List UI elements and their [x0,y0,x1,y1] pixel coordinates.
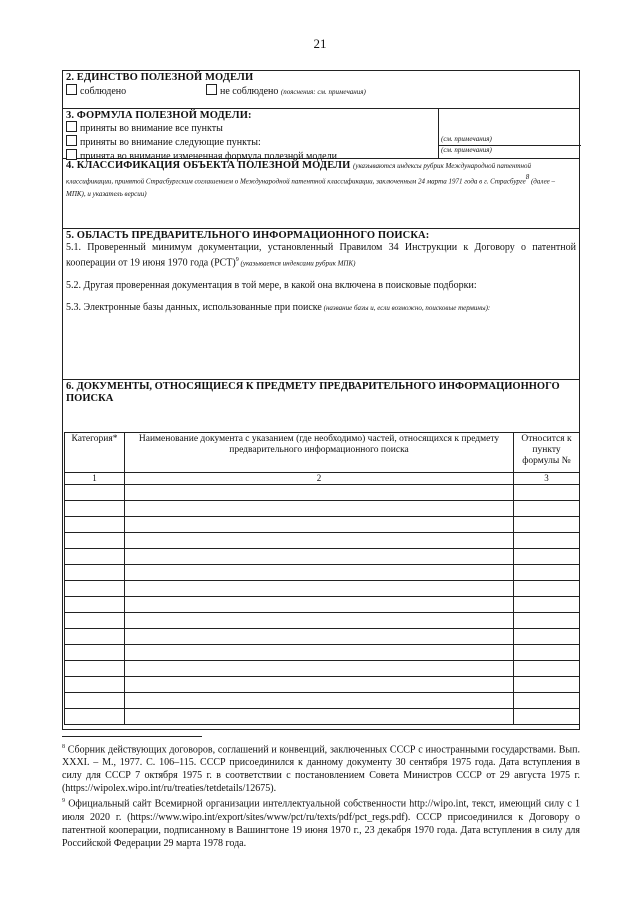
column-number-3: 3 [514,473,580,485]
section-formula-heading: 3. ФОРМУЛА ПОЛЕЗНОЙ МОДЕЛИ: [66,110,252,121]
checkbox-formula-following[interactable] [66,135,77,146]
table-row[interactable] [65,549,580,565]
formula-note-1: (см. примечания) [441,135,492,143]
footnote-9 [62,795,580,849]
table-row[interactable] [65,677,580,693]
checkbox-not-observed[interactable] [206,84,217,95]
table-row[interactable] [65,661,580,677]
classification-note: (указываются индексы рубрик Международной патентной классификации, принятой Страсбургским соглашением о Международной патентной классификации, заключенным 24 марта 1971 года в г. Страсбурге [66,162,532,186]
search-item-5-1-text: 5.1. Проверенный минимум документации, установленный Правилом 34 Инструкции к Договору о патентной кооперации от 19 июня 1970 года (PCT) [66,242,576,269]
option-not-observed-label: не соблюдено [220,86,279,97]
table-row[interactable] [65,581,580,597]
section-unity-heading: 2. ЕДИНСТВО ПОЛЕЗНОЙ МОДЕЛИ [66,72,254,83]
footnote-ref-9: 9 [235,257,239,263]
search-item-5-1 [66,241,576,270]
table-row[interactable] [65,597,580,613]
option-not-observed[interactable] [206,84,366,97]
column-category: Категория* [65,433,125,473]
page-number: 21 [313,36,327,51]
report-form [62,70,580,730]
table-row[interactable] [65,517,580,533]
footnote-separator [62,736,202,737]
footnote-8-marker: 8 [62,744,65,750]
table-row[interactable] [65,485,580,501]
section-documents [63,380,579,729]
table-row[interactable] [65,629,580,645]
table-row[interactable] [65,693,580,709]
section-search-area-heading: 5. ОБЛАСТЬ ПРЕДВАРИТЕЛЬНОГО ИНФОРМАЦИОННОГО ПОИСКА: [66,230,430,241]
footnote-9-marker: 9 [62,798,65,805]
classification-note-tail: (далее – МПК), и указатель версии) [66,177,556,198]
table-row[interactable] [65,501,580,517]
search-item-5-3 [66,301,576,315]
table-row[interactable] [65,709,580,725]
footnotes [62,741,580,850]
section-classification-heading: 4. КЛАССИФИКАЦИЯ ОБЪЕКТА ПОЛЕЗНОЙ МОДЕЛИ [66,160,351,171]
section-search-area [63,229,579,380]
column-number-2: 2 [125,473,514,485]
formula-option-following-label: приняты во внимание следующие пункты: [80,137,261,148]
option-observed-label: соблюдено [80,86,127,97]
footnote-8 [62,741,580,795]
option-observed[interactable] [66,84,206,97]
search-item-5-2: 5.2. Другая проверенная документация в той мере, в какой она включена в поисковые подборки: [66,280,477,292]
section-classification [63,159,579,229]
search-item-5-3-note: (название базы и, если возможно, поисковые термины): [321,304,491,313]
formula-note-2: (см. примечания) [441,146,492,154]
formula-option-amended-label: принята во внимание измененная формула полезной модели [80,151,337,162]
table-row[interactable] [65,645,580,661]
formula-option-all-label: приняты во внимание все пункты [80,123,223,134]
checkbox-observed[interactable] [66,84,77,95]
footnote-9-text: Официальный сайт Всемирной организации интеллектуальной собственности http://wipo.int, текст, имеющий силу с 1 июля 2020 г. (https://www.wipo.int/export/sites/www/pct/ru/texts/pdf/pct_regs.pdf). СССР присоединился к Договору о патентной кооперации, подписанному в Вашингтоне 19 июня 1970 г., 23 декабря 1970 года. Дата вступления в силу для Российской Федерации 29 марта 1978 года. [62,798,580,849]
documents-table [64,432,580,725]
table-row[interactable] [65,565,580,581]
section-unity [63,71,579,109]
table-row[interactable] [65,613,580,629]
section-documents-heading: 6. ДОКУМЕНТЫ, ОТНОСЯЩИЕСЯ К ПРЕДМЕТУ ПРЕДВАРИТЕЛЬНОГО ИНФОРМАЦИОННОГО ПОИСКА [66,381,560,404]
checkbox-formula-all[interactable] [66,121,77,132]
column-claim-number: Относится к пункту формулы № [514,433,580,473]
formula-option-all[interactable] [66,121,436,135]
table-row[interactable] [65,533,580,549]
column-document-name: Наименование документа с указанием (где необходимо) частей, относящихся к предмету предварительного информационного поиска [125,433,514,473]
formula-option-following[interactable] [66,135,436,149]
search-item-5-1-note: (указывается индексами рубрик МПК) [238,259,356,268]
search-item-5-3-text: 5.3. Электронные базы данных, использованные при поиске [66,302,322,314]
footnote-8-text: Сборник действующих договоров, соглашений и конвенций, заключенных СССР с иностранными государствами. Вып. XXXI. – М., 1977. С. 106–115. СССР присоединился к данному документу 30 сентября 1975 года. Дата вступления в силу для СССР 7 октября 1975 г. в соответствии с постановлением Совета Министров СССР от 29 августа 1975 г. (https://wipolex.wipo.int/ru/treaties/tetdetails/12675). [62,744,580,795]
column-number-1: 1 [65,473,125,485]
formula-notes-column [438,109,581,159]
section-formula [63,109,579,162]
unity-note: (пояснения: см. примечания) [280,88,366,96]
classification-footnote-ref: 8 [525,173,530,181]
